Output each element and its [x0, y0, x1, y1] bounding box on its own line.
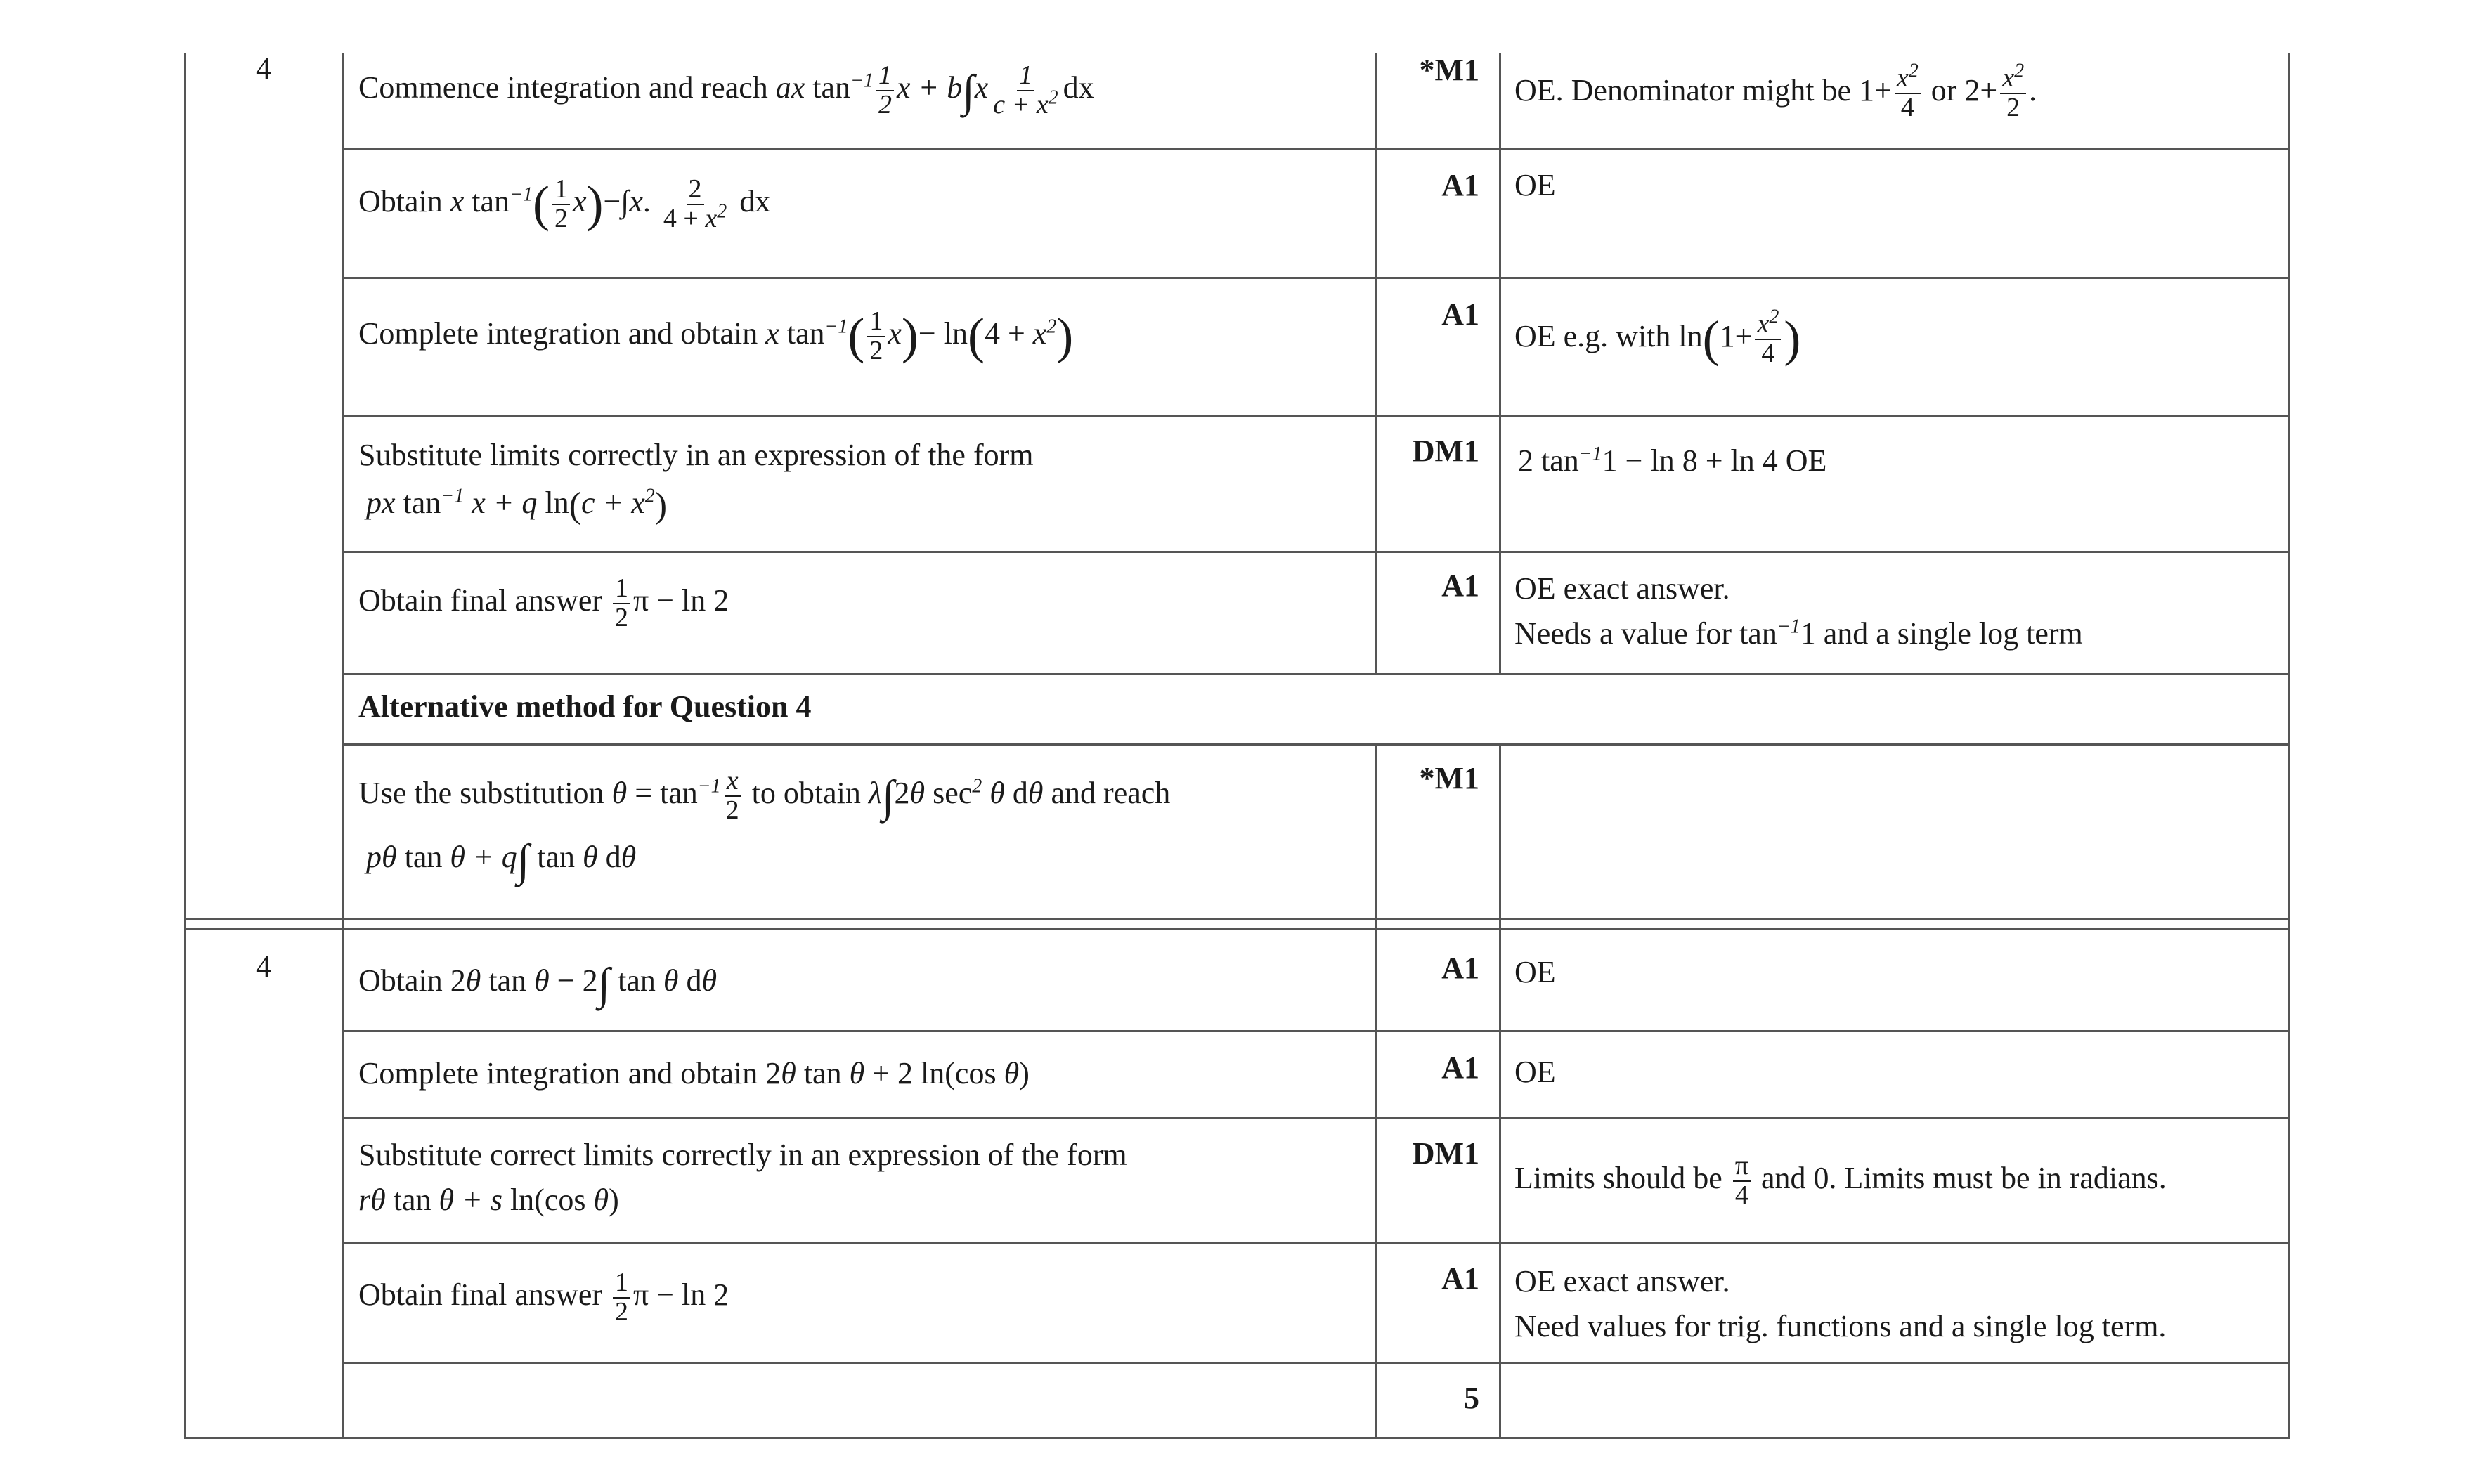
- guidance-formula: 2+ $\frac{x^2}{2}$ .: [1964, 60, 2037, 122]
- answer-text: and reach: [1051, 775, 1171, 810]
- guidance-text: Need values for trig. functions and a single log term.: [1514, 1308, 2167, 1343]
- table-divider-question: [342, 53, 344, 1439]
- row-line: [342, 673, 2290, 675]
- guidance-cell: OE: [1514, 955, 1556, 989]
- guidance-cell: OE: [1514, 1055, 1556, 1089]
- row-line: [342, 1030, 2290, 1032]
- guidance-cell: [1514, 566, 2083, 656]
- answer-formula: pθ tan θ + q∫ tan θ dθ: [358, 835, 637, 885]
- answer-cell: [358, 176, 770, 233]
- answer-formula: x $\tan^{-1}$( $\frac{1}{2}$ $x)- \ln(4 + x^2)$: [765, 306, 1074, 365]
- answer-formula: rθ tan θ + s ln(cos θ): [358, 1182, 619, 1217]
- mark-label: A1: [1441, 297, 1479, 332]
- mark-label: DM1: [1412, 434, 1479, 468]
- answer-text: Commence integration and reach: [358, 70, 768, 105]
- guidance-cell: [1514, 1152, 2167, 1210]
- guidance-text: OE: [1785, 443, 1827, 478]
- row-line: [342, 1117, 2290, 1119]
- guidance-text: OE. Denominator might be: [1514, 72, 1852, 108]
- mark-label: A1: [1441, 951, 1479, 985]
- question-number: 4: [256, 949, 271, 984]
- mark-label: *M1: [1419, 53, 1479, 87]
- answer-formula: px $\tan^{-1} x + q$ $\ln(c + x^2)$: [358, 485, 668, 526]
- guidance-formula: $\frac{\pi}{4}$: [1730, 1161, 1753, 1195]
- table-border-left: [184, 53, 186, 1439]
- answer-cell: [358, 62, 1094, 119]
- guidance-text: Needs a value for: [1514, 616, 1732, 651]
- answer-cell: [358, 1269, 729, 1327]
- guidance-text: Limits should be: [1514, 1160, 1722, 1195]
- answer-cell: [358, 1133, 1127, 1223]
- guidance-text: and a single log term: [1823, 616, 2083, 651]
- answer-text: to obtain: [751, 775, 861, 810]
- answer-formula: λ∫2θ $\sec^2 \theta$ dθ: [868, 771, 1044, 821]
- answer-text: Obtain final answer: [358, 582, 602, 618]
- row-line: [342, 551, 2290, 553]
- answer-text: Obtain final answer: [358, 1277, 602, 1312]
- guidance-formula: 2 $\tan^{-1}1 - \ln 8 + \ln 4$: [1518, 443, 1778, 478]
- guidance-text: OE e.g. with: [1514, 318, 1671, 353]
- mark-label: A1: [1441, 1050, 1479, 1085]
- table-border-bottom: [184, 1437, 2290, 1439]
- guidance-cell: [1514, 1259, 2166, 1349]
- answer-text: Complete integration and obtain: [358, 315, 758, 351]
- question-number: 4: [256, 51, 271, 86]
- answer-text: Substitute correct limits correctly in an expression of the form: [358, 1138, 1127, 1172]
- answer-text: Use the substitution: [358, 775, 604, 810]
- table-divider-answer: [1375, 53, 1377, 675]
- guidance-cell: [1514, 306, 1801, 368]
- row-line: [342, 1362, 2290, 1364]
- table-border-right: [2288, 53, 2290, 1439]
- alternative-method-heading: Alternative method for Question 4: [358, 689, 812, 724]
- answer-cell: [358, 308, 1073, 365]
- table-divider-mark: [1499, 53, 1501, 675]
- mark-label: A1: [1441, 168, 1479, 202]
- page-break-line: [184, 918, 2290, 920]
- answer-text: Obtain: [358, 963, 443, 998]
- answer-cell: [358, 1051, 1030, 1096]
- guidance-formula: ln(1+ $\frac{x^2}{4}$ ): [1678, 306, 1801, 368]
- answer-formula: 2θ tan θ − 2∫ tan θ dθ: [450, 958, 718, 1009]
- answer-formula: 2θ tan θ + 2 ln(cos θ): [765, 1056, 1030, 1091]
- row-line: [342, 277, 2290, 279]
- row-line: [342, 743, 2290, 746]
- answer-text: Complete integration and obtain: [358, 1056, 758, 1091]
- guidance-text: OE exact answer.: [1514, 571, 1730, 606]
- answer-formula: $\frac{1}{2}$ π − ln 2: [610, 1277, 729, 1312]
- answer-text: Substitute limits correctly in an expression of the form: [358, 438, 1034, 472]
- mark-label: DM1: [1412, 1136, 1479, 1171]
- answer-text: Obtain: [358, 183, 443, 219]
- answer-cell: [358, 433, 1033, 526]
- mark-label: A1: [1441, 568, 1479, 603]
- mark-label: A1: [1441, 1261, 1479, 1296]
- answer-cell: [358, 766, 1171, 885]
- total-marks: 5: [1464, 1381, 1479, 1415]
- answer-formula: $\frac{1}{2}$ π − ln 2: [610, 583, 729, 618]
- answer-cell: [358, 958, 718, 1009]
- guidance-text: and 0. Limits must be in radians.: [1760, 1160, 2167, 1195]
- page-break-line: [184, 928, 2290, 930]
- answer-formula: $\theta = \tan^{-1}$ $\frac{x}{2}$: [611, 766, 739, 825]
- guidance-formula: 1+ $\frac{x^2}{4}$: [1859, 73, 1923, 108]
- answer-formula: x $\tan^{-1}$( $\frac{1}{2}$ x)−∫x. $\frac{2}{4 + x^2}$ dx: [450, 174, 771, 233]
- guidance-text: OE exact answer.: [1514, 1264, 1730, 1298]
- guidance-cell: [1518, 438, 1826, 483]
- guidance-text: or: [1930, 72, 1957, 108]
- table-divider-answer-2: [1375, 745, 1377, 1439]
- row-line: [342, 148, 2290, 150]
- mark-label: *M1: [1419, 761, 1479, 795]
- row-line: [342, 1242, 2290, 1244]
- guidance-cell: [1514, 60, 2037, 122]
- guidance-formula: $\tan^{-1}1$: [1739, 616, 1816, 651]
- answer-formula: ax $\tan^{-1}$ $\frac{1}{2}$ x + b∫x $\frac{1}{c + x^2}$ dx: [775, 60, 1094, 119]
- table-divider-mark-2: [1499, 745, 1501, 1439]
- guidance-cell: OE: [1514, 168, 1556, 202]
- row-line: [342, 415, 2290, 417]
- answer-cell: [358, 575, 729, 632]
